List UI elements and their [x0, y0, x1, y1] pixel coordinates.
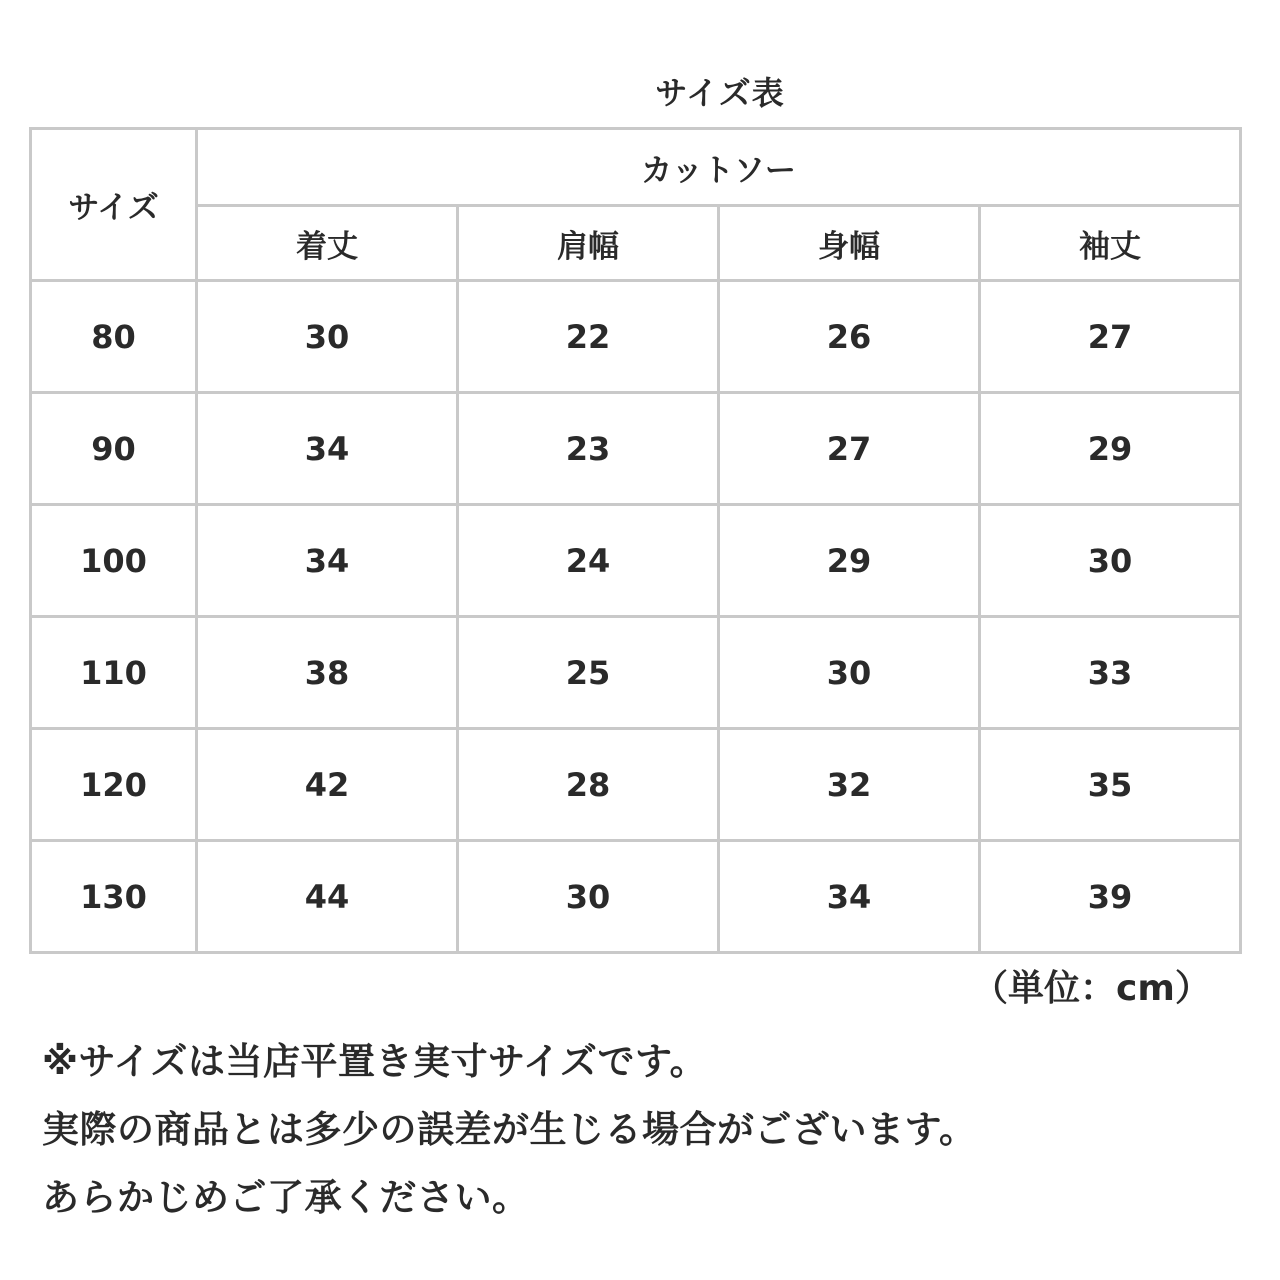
unit-label: （単位：cm） — [972, 968, 1211, 1009]
table-cell: 30 — [197, 281, 458, 393]
size-table — [29, 127, 1242, 954]
table-cell: 28 — [458, 729, 719, 841]
note-line: あらかじめご了承ください。 — [42, 1176, 530, 1219]
size-cell: 130 — [31, 841, 197, 953]
table-cell: 30 — [719, 617, 980, 729]
table-cell: 35 — [980, 729, 1241, 841]
table-cell: 42 — [197, 729, 458, 841]
table-cell: 24 — [458, 505, 719, 617]
table-row — [31, 505, 1241, 617]
size-cell: 80 — [31, 281, 197, 393]
size-cell: 100 — [31, 505, 197, 617]
column-header-length: 着丈 — [197, 206, 458, 281]
size-cell: 90 — [31, 393, 197, 505]
table-row — [31, 617, 1241, 729]
table-cell: 25 — [458, 617, 719, 729]
table-cell: 44 — [197, 841, 458, 953]
table-cell: 34 — [719, 841, 980, 953]
table-cell: 38 — [197, 617, 458, 729]
table-cell: 30 — [980, 505, 1241, 617]
header-row-columns — [31, 206, 1241, 281]
size-header-cell: サイズ — [31, 129, 197, 281]
table-cell: 29 — [980, 393, 1241, 505]
size-cell: 120 — [31, 729, 197, 841]
table-row — [31, 393, 1241, 505]
table-cell: 32 — [719, 729, 980, 841]
table-cell: 27 — [719, 393, 980, 505]
table-cell: 23 — [458, 393, 719, 505]
column-header-sleeve: 袖丈 — [980, 206, 1241, 281]
table-cell: 34 — [197, 505, 458, 617]
column-header-chest: 身幅 — [719, 206, 980, 281]
cutsew-header-cell: カットソー — [197, 129, 1241, 206]
table-cell: 30 — [458, 841, 719, 953]
column-header-shoulder: 肩幅 — [458, 206, 719, 281]
table-cell: 33 — [980, 617, 1241, 729]
notes-block — [42, 1028, 977, 1232]
table-cell: 27 — [980, 281, 1241, 393]
header-row-group — [31, 129, 1241, 206]
table-row — [31, 281, 1241, 393]
table-cell: 39 — [980, 841, 1241, 953]
page-title: サイズ表 — [655, 74, 785, 112]
table-cell: 22 — [458, 281, 719, 393]
note-line: ※サイズは当店平置き実寸サイズです。 — [42, 1040, 708, 1083]
note-line: 実際の商品とは多少の誤差が生じる場合がございます。 — [42, 1108, 977, 1151]
table-cell: 29 — [719, 505, 980, 617]
size-cell: 110 — [31, 617, 197, 729]
table-row — [31, 841, 1241, 953]
table-row — [31, 729, 1241, 841]
table-cell: 34 — [197, 393, 458, 505]
table-cell: 26 — [719, 281, 980, 393]
